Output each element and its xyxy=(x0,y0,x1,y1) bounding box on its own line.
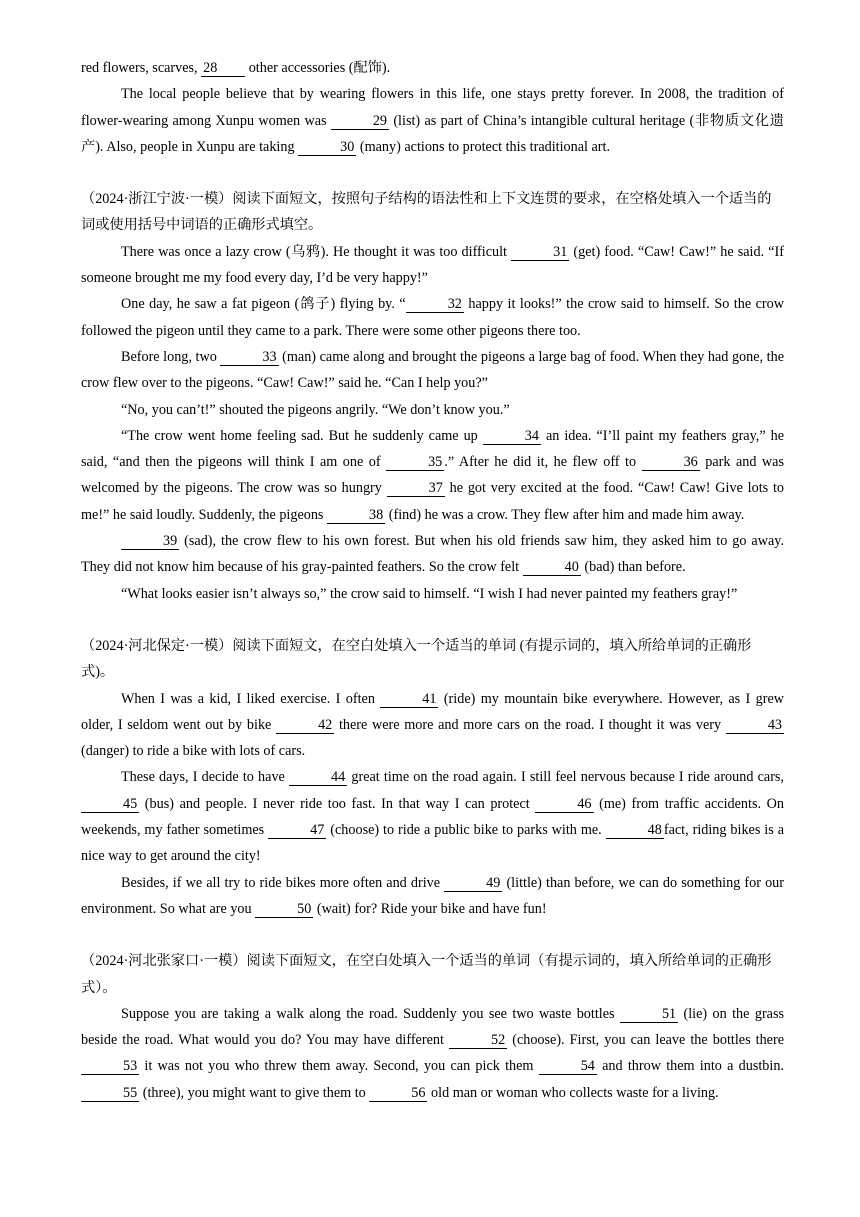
text: “The crow went home feeling sad. But he suddenly came up xyxy=(121,427,483,444)
blank-50[interactable]: 50 xyxy=(255,901,313,918)
blank-48[interactable]: 48 xyxy=(606,822,664,839)
blank-29[interactable]: 29 xyxy=(331,113,389,130)
text: and throw them into a dustbin. xyxy=(596,1058,784,1075)
passage-header: （2024·河北保定·一模）阅读下面短文，在空白处填入一个适当的单词 (有提示词的，填入所给单词的正确形式)。 xyxy=(81,637,752,681)
text: “No, you can’t!” shouted the pigeons angrily. “We don’t know you.” xyxy=(121,401,510,418)
text: These days, I decide to have xyxy=(121,769,290,786)
text: (bad) than before. xyxy=(580,559,686,576)
blank-49[interactable]: 49 xyxy=(444,875,502,892)
blank-37[interactable]: 37 xyxy=(387,480,445,497)
text: Before long, two xyxy=(121,348,221,365)
blank-46[interactable]: 46 xyxy=(535,796,593,813)
paragraph-p6-1 xyxy=(81,1001,784,1106)
text: (ride) my mountain bike everywhere. However, as I grew older, I seldom went out by bike xyxy=(81,690,784,733)
paragraph-p3-1 xyxy=(81,55,784,81)
paragraph-p4-7 xyxy=(81,581,784,607)
text: (little) than before, we can do something for our environment. So what are you xyxy=(81,874,784,917)
blank-53[interactable]: 53 xyxy=(81,1058,139,1075)
text: it was not you who threw them away. Second, you can pick them xyxy=(139,1058,539,1075)
paragraph-p4-3 xyxy=(81,344,784,397)
blank-40[interactable]: 40 xyxy=(523,559,581,576)
text: (wait) for? Ride your bike and have fun! xyxy=(313,900,547,917)
text: (bus) and people. I never ride too fast. In that way I can protect xyxy=(139,795,536,812)
text: (man) came along and brought the pigeons a large bag of food. When they had gone, the crow flew over to the pigeons. “Caw! Caw!” said he. “Can I help you?” xyxy=(81,348,785,392)
blank-35[interactable]: 35 xyxy=(386,454,444,471)
text: One day, he saw a fat pigeon (鸽子) flying by. “ xyxy=(121,296,406,313)
paragraph-p4-4 xyxy=(81,397,784,423)
blank-28[interactable]: 28 xyxy=(201,60,245,77)
blank-54[interactable]: 54 xyxy=(539,1058,597,1075)
paragraph-p5-3 xyxy=(81,870,784,923)
text: park and was welcomed by the pigeons. The crow was so hungry xyxy=(81,454,784,497)
blank-39[interactable]: 39 xyxy=(121,533,179,550)
passage-header: （2024·河北张家口·一模）阅读下面短文，在空白处填入一个适当的单词（有提示词的，填入所给单词的正确形式）。 xyxy=(81,953,772,996)
text: Suppose you are taking a walk along the road. Suddenly you see two waste bottles xyxy=(121,1005,620,1022)
blank-34[interactable]: 34 xyxy=(483,428,541,445)
spacer xyxy=(81,922,784,948)
text: (get) food. “Caw! Caw!” he said. “If someone brought me my food every day, I’d be very happy!” xyxy=(81,243,784,287)
blank-33[interactable]: 33 xyxy=(220,349,278,366)
text: other accessories (配饰). xyxy=(245,60,391,76)
text: When I was a kid, I liked exercise. I often xyxy=(121,690,381,707)
text: red flowers, scarves, xyxy=(81,60,202,76)
text: (many) actions to protect this traditional art. xyxy=(356,138,611,155)
document-page xyxy=(81,55,784,1106)
blank-32[interactable]: 32 xyxy=(406,296,464,313)
blank-31[interactable]: 31 xyxy=(511,244,569,261)
paragraph-p4-6 xyxy=(81,528,784,581)
blank-47[interactable]: 47 xyxy=(268,822,326,839)
text: old man or woman who collects waste for a living. xyxy=(427,1084,719,1101)
paragraph-p5-1 xyxy=(81,686,784,765)
text: (choose). First, you can leave the bottles there xyxy=(507,1032,785,1049)
text: happy it looks!” the crow said to himself. So the crow followed the pigeon until they came to a park. There were some other pigeons there too. xyxy=(81,296,784,339)
text: Besides, if we all try to ride bikes more often and drive xyxy=(121,874,445,891)
blank-55[interactable]: 55 xyxy=(81,1085,139,1102)
spacer xyxy=(81,160,784,186)
spacer xyxy=(81,607,784,633)
text: (list) as part of China’s intangible cultural heritage (非物质文化遗产). Also, people in Xunpu are taking xyxy=(81,112,784,155)
text: an idea. “I’ll paint my feathers gray,” he said, “and then the pigeons will think I am one of xyxy=(81,427,784,471)
blank-44[interactable]: 44 xyxy=(289,769,347,786)
text: “What looks easier isn’t always so,” the crow said to himself. “I wish I had never painted my feathers gray!” xyxy=(121,585,738,602)
text: he got very excited at the food. “Caw! Caw! Give lots to me!” he said loudly. Suddenly, the pigeons xyxy=(81,480,785,523)
blank-36[interactable]: 36 xyxy=(642,454,700,471)
blank-56[interactable]: 56 xyxy=(369,1085,427,1102)
blank-41[interactable]: 41 xyxy=(380,691,438,708)
text: great time on the road again. I still feel nervous because I ride around cars, xyxy=(347,769,784,786)
blank-45[interactable]: 45 xyxy=(81,796,139,813)
text: (find) he was a crow. They flew after him and made him away. xyxy=(385,506,745,523)
paragraph-p3-2 xyxy=(81,81,784,160)
paragraph-p4-2 xyxy=(81,291,784,344)
text: .” After he did it, he flew off to xyxy=(444,454,642,471)
text: there were more and more cars on the road. I thought it was very xyxy=(334,716,726,733)
blank-52[interactable]: 52 xyxy=(449,1032,507,1049)
text: The local people believe that by wearing flowers in this life, one stays pretty forever. In 2008, the tradition of flower-wearing among Xunpu women was xyxy=(81,86,784,129)
text: There was once a lazy crow (乌鸦). He thought it was too difficult xyxy=(121,243,512,260)
paragraph-p4-5 xyxy=(81,423,784,528)
text: fact, riding bikes is a nice way to get around the city! xyxy=(81,822,785,865)
blank-30[interactable]: 30 xyxy=(298,139,356,156)
text: (three), you might want to give them to xyxy=(139,1084,370,1101)
blank-51[interactable]: 51 xyxy=(620,1006,678,1023)
text: (me) from traffic accidents. On weekends, my father sometimes xyxy=(81,795,784,839)
blank-43[interactable]: 43 xyxy=(726,717,784,734)
text: (choose) to ride a public bike to parks with me. xyxy=(326,822,606,839)
paragraph-p5-2 xyxy=(81,764,784,869)
text: (sad), the crow flew to his own forest. But when his old friends saw him, they asked him to go away. They did not know him because of his gray-painted feathers. So the crow felt xyxy=(81,533,784,576)
paragraph-p4-1 xyxy=(81,239,784,292)
blank-38[interactable]: 38 xyxy=(327,507,385,524)
text: (lie) on the grass beside the road. What would you do? You may have different xyxy=(81,1005,785,1049)
text: (danger) to ride a bike with lots of cars. xyxy=(81,743,306,760)
passage-header: （2024·浙江宁波·一模）阅读下面短文，按照句子结构的语法性和上下文连贯的要求，在空格处填入一个适当的词或使用括号中词语的正确形式填空。 xyxy=(81,191,772,234)
blank-42[interactable]: 42 xyxy=(276,717,334,734)
